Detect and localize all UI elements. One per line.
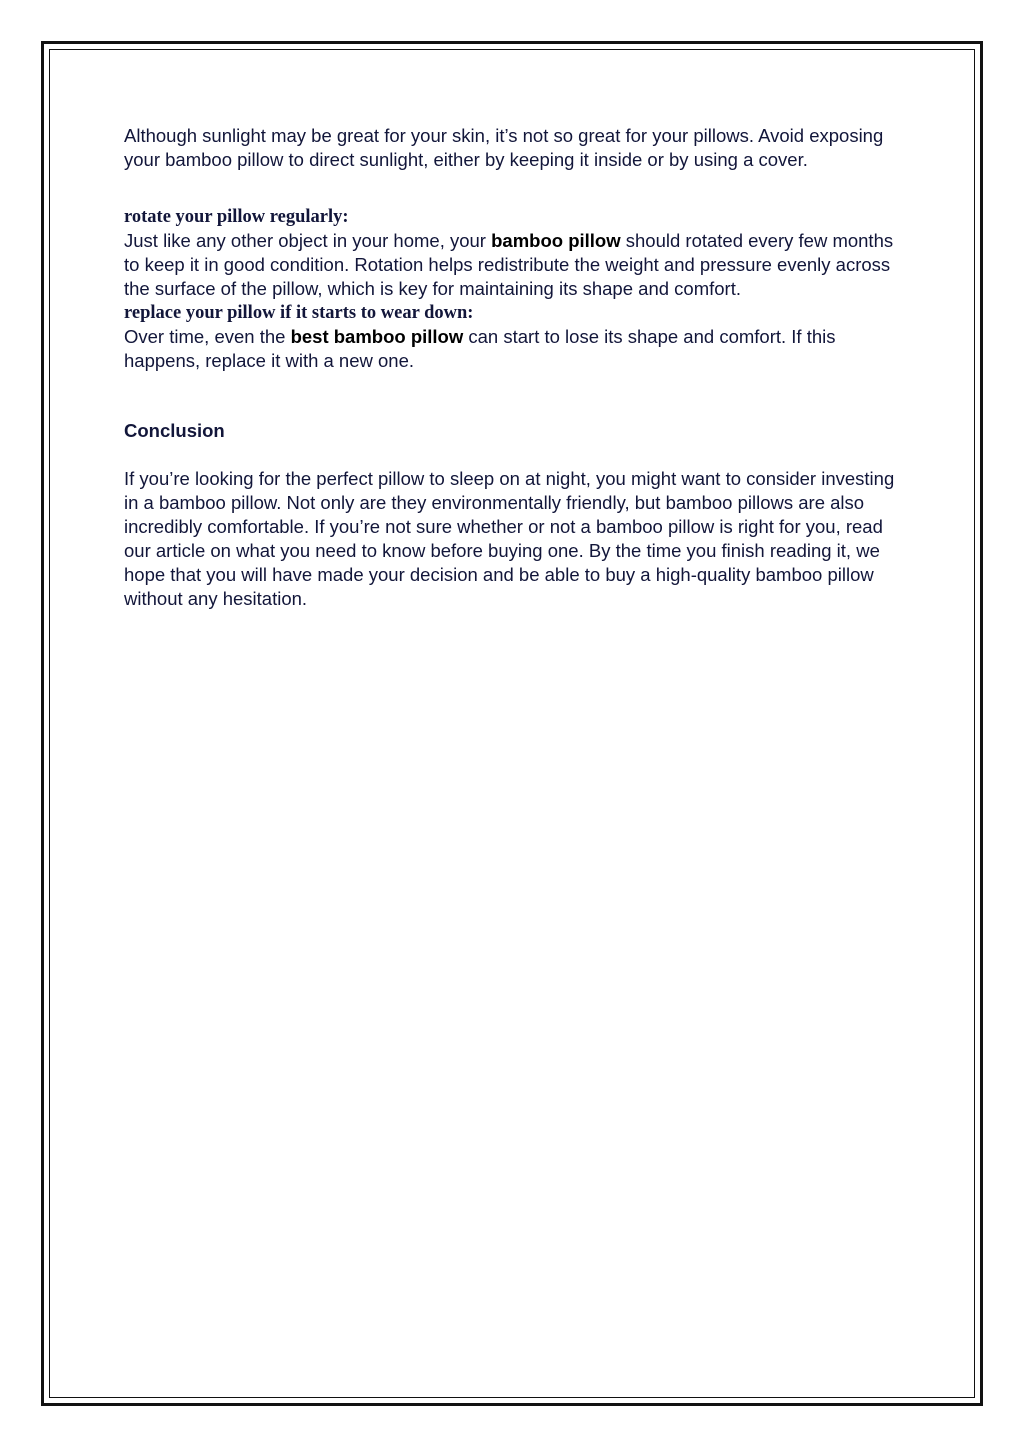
replace-text-before: Over time, even the: [124, 326, 291, 347]
best-bamboo-pillow-keyword: best bamboo pillow: [290, 326, 464, 347]
rotate-paragraph: [124, 229, 904, 301]
document-body: [124, 124, 904, 611]
rotate-heading: rotate your pillow regularly:: [124, 207, 349, 227]
rotate-text-after: should rotated every few months to keep it in good condition. Rotation helps redistribute the weight and pressure evenly across the surface of the pillow, which is key for maintaining its shape and comfort.: [124, 230, 894, 299]
sunlight-paragraph: Although sunlight may be great for your skin, it’s not so great for your pillows. Avoid exposing your bamboo pillow to direct sunlight, either by keeping it inside or by using a cover.: [124, 125, 884, 170]
bamboo-pillow-keyword: bamboo pillow: [491, 230, 621, 251]
rotate-text-before: Just like any other object in your home, your: [124, 230, 492, 251]
replace-heading: replace your pillow if it starts to wear down:: [124, 303, 474, 323]
replace-text-after: can start to lose its shape and comfort. If this happens, replace it with a new one.: [124, 326, 836, 371]
replace-paragraph: [124, 325, 904, 373]
conclusion-paragraph: If you’re looking for the perfect pillow to sleep on at night, you might want to consider investing in a bamboo pillow. Not only are they environmentally friendly, but bamboo pillows are also incredibly comfortable. If you’re not sure whether or not a bamboo pillow is right for you, read our article on what you need to know before buying one. By the time you finish reading it, we hope that you will have made your decision and be able to buy a high-quality bamboo pillow without any hesitation.: [124, 468, 895, 609]
conclusion-title: Conclusion: [124, 420, 225, 441]
